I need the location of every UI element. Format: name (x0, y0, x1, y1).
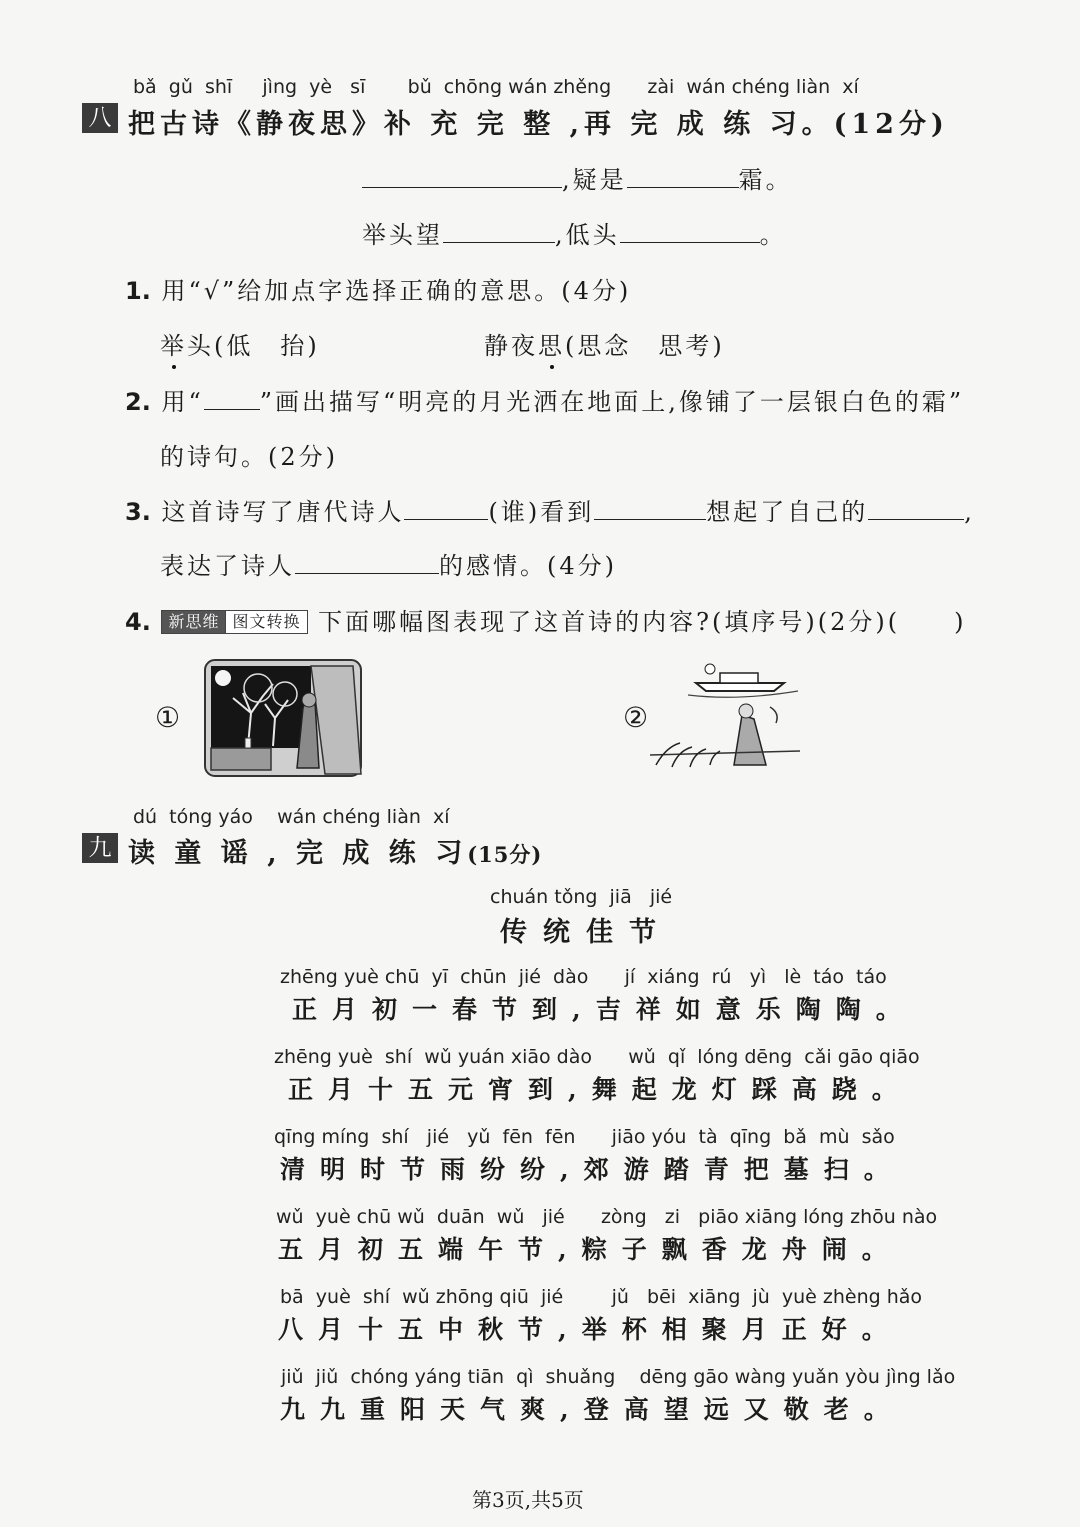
poem-line-5: 八月十五中秋节,举杯相聚月正好。 (278, 1315, 902, 1344)
blank-q3-poet[interactable] (404, 493, 488, 520)
q3-text-b: (谁)看到 (488, 498, 595, 526)
q4-number: 4. (125, 608, 151, 636)
blank-line1-a[interactable] (362, 161, 562, 188)
poem-line-2-pinyin: zhēng yuè shí wǔ yuán xiāo dào wǔ qǐ lóng dēng cǎi gāo qiāo (274, 1046, 920, 1068)
q4-tag (161, 610, 307, 634)
line1-mid: ,疑是 (562, 166, 627, 194)
q1-number: 1. (125, 277, 151, 305)
poem-line-1-pinyin: zhēng yuè chū yī chūn jié dào jí xiáng rú yì lè táo táo (280, 966, 887, 988)
poem-line-5-pinyin: bā yuè shí wǔ zhōng qiū jié jǔ bēi xiāng jù yuè zhèng hǎo (280, 1286, 923, 1308)
blank-line2-a[interactable] (443, 216, 555, 243)
poem-fill-line-2 (362, 215, 787, 250)
line2-mid: ,低头 (555, 221, 620, 249)
pic1-moon (215, 670, 231, 686)
poem-title: 传统佳节 (500, 917, 672, 948)
poem-line-6: 九九重阳天气爽,登高望远又敬老。 (280, 1395, 904, 1424)
q1-option-2-word: 静夜 (484, 332, 538, 360)
pic2-boat-cabin (720, 673, 758, 683)
poem-line-2: 正月十五元宵到,舞起龙灯踩高跷。 (288, 1075, 912, 1104)
q1-option-1-text: 头(低 抬) (187, 332, 320, 360)
q3-text-f: 的感情。(4分) (439, 552, 617, 580)
q3-number: 3. (125, 498, 151, 526)
section9-pinyin: dú tóng yáo wán chéng liàn xí (133, 806, 450, 828)
question-2 (125, 382, 964, 417)
q3-text-c: 想起了自己的 (706, 498, 869, 526)
q2-text-a: 用“ (161, 388, 204, 416)
poem-fill-line-1 (362, 160, 793, 195)
blank-q3-sees[interactable] (594, 493, 706, 520)
poem-line-4: 五月初五端午节,粽子飘香龙舟闹。 (278, 1235, 902, 1264)
page-number: 第3页,共5页 (472, 1488, 584, 1512)
q3-text-d: , (964, 498, 975, 526)
question-4 (125, 602, 966, 637)
pic1-poet-head (302, 693, 316, 707)
section8-title: 把古诗《静夜思》补 充 完 整 ,再 完 成 练 习。(12分) (128, 109, 949, 140)
blank-line1-b[interactable] (627, 161, 739, 188)
q2-text-b: ”画出描写“明亮的月光洒在地面上,像铺了一层银白色的霜” (259, 388, 965, 416)
q2-underline-sample (204, 383, 260, 410)
line2-start: 举头望 (362, 221, 443, 249)
question-1 (125, 271, 631, 306)
poem-line-3: 清明时节雨纷纷,郊游踏青把墓扫。 (280, 1155, 904, 1184)
q1-dotted-char-1: 举 (160, 332, 187, 360)
pic2-boat (696, 683, 784, 691)
pic2-wave (770, 707, 777, 723)
q1-text: 用“√”给加点字选择正确的意思。(4分) (161, 277, 632, 305)
section9-title-text: 读 童 谣 , 完 成 练 习 (128, 838, 468, 869)
section9-score: (15分) (467, 842, 543, 867)
q3-line-2 (160, 546, 617, 581)
pic1-table (211, 748, 271, 770)
poem-line-3-pinyin: qīng míng shí jié yǔ fēn fēn jiāo yóu tà qīng bǎ mù sǎo (274, 1126, 895, 1148)
pic1-candle (245, 738, 251, 748)
pic2-figure-robe (734, 715, 766, 765)
section9-title (128, 831, 542, 870)
q1-option-2-text: (思念 思考) (565, 332, 725, 360)
blank-line2-b[interactable] (620, 216, 760, 243)
picture-1-label: ① (155, 701, 181, 734)
question-3 (125, 492, 975, 527)
q3-text-a: 这首诗写了唐代诗人 (161, 498, 405, 526)
q4-tag-image-text: 图文转换 (225, 611, 306, 633)
picture-2-label: ② (623, 701, 649, 734)
picture-1-night-window[interactable] (203, 658, 363, 778)
q4-tag-new-thinking: 新思维 (162, 611, 225, 633)
pic2-figure-head (739, 704, 753, 718)
q2-number: 2. (125, 388, 151, 416)
poem-line-6-pinyin: jiǔ jiǔ chóng yáng tiān qì shuǎng dēng gāo wàng yuǎn yòu jìng lǎo (281, 1366, 956, 1388)
q2-text-continued: 的诗句。(2分) (160, 443, 338, 471)
section8-badge: 八 (82, 103, 118, 133)
blank-q3-remembers[interactable] (868, 493, 964, 520)
pic2-shore (650, 751, 800, 755)
section8-pinyin: bǎ gǔ shī jìng yè sī bǔ chōng wán zhěng zài wán chéng liàn xí (133, 76, 859, 98)
q4-text: 下面哪幅图表现了这首诗的内容?(填序号)(2分)( ) (318, 608, 967, 636)
poem-line-1: 正月初一春节到,吉祥如意乐陶陶。 (292, 995, 916, 1024)
line1-end: 霜。 (738, 166, 793, 194)
pic2-boatman-head (705, 664, 715, 674)
q1-option-2[interactable] (484, 326, 725, 361)
line2-end: 。 (759, 221, 787, 249)
section9-badge: 九 (82, 833, 118, 863)
q3-text-e: 表达了诗人 (160, 552, 295, 580)
picture-2-riverside-farewell[interactable] (650, 655, 800, 777)
poem-title-pinyin: chuán tǒng jiā jié (490, 886, 673, 908)
poem-line-4-pinyin: wǔ yuè chū wǔ duān wǔ jié zòng zi piāo xiāng lóng zhōu nào (276, 1206, 938, 1228)
q1-option-1[interactable] (160, 326, 320, 361)
blank-q3-feeling[interactable] (295, 547, 439, 574)
q1-dotted-char-2: 思 (538, 332, 565, 360)
